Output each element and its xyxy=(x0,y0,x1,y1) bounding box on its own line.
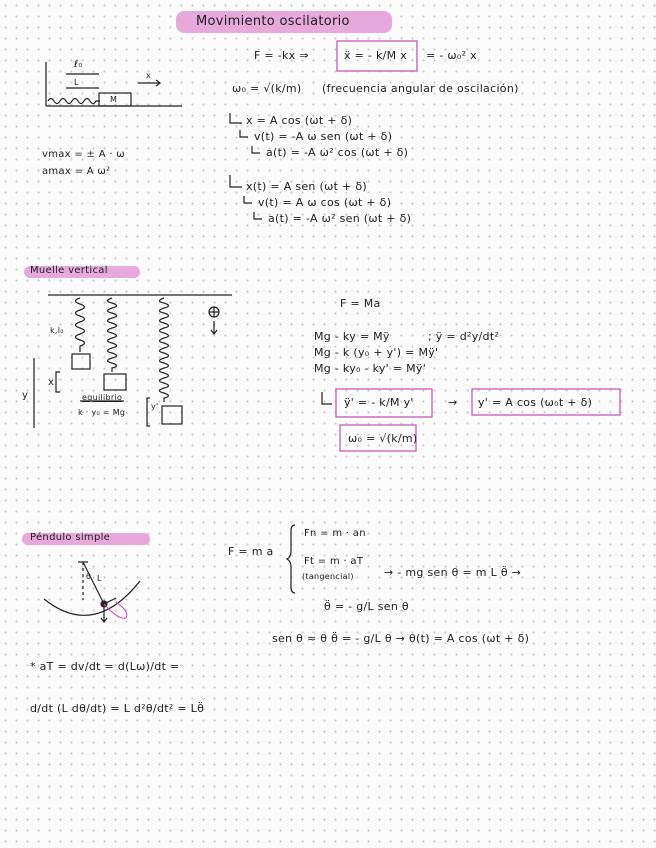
cos-velocity: v(t) = -A ω sen (ωt + δ) xyxy=(254,130,393,143)
vertical-eq-2: Mg - k (y₀ + y') = Mÿ' xyxy=(314,346,439,359)
label-y: y xyxy=(22,390,29,401)
tangential-note: (tangencial) xyxy=(302,572,354,581)
label-pendulum-l: L xyxy=(97,574,102,583)
angular-frequency: ω₀ = √(k/m) xyxy=(232,82,302,95)
arrow: → xyxy=(448,396,458,409)
newton-second-law: F = Ma xyxy=(340,297,381,310)
boxed-vertical-acceleration: ÿ' = - k/M y' xyxy=(344,396,414,409)
label-mass: M xyxy=(110,95,118,104)
label-x-displacement: x xyxy=(48,377,55,388)
hooke-force: F = -kx ⇒ xyxy=(254,49,309,62)
section-title-oscillatory: Movimiento oscilatorio xyxy=(196,14,350,29)
vertical-eq-1: Mg - ky = Mÿ xyxy=(314,330,390,343)
boxed-vertical-solution: y' = A cos (ω₀t + δ) xyxy=(478,396,593,409)
label-equilibrium: equilibrio xyxy=(82,393,123,402)
vmax-formula: vmax = ± A · ω xyxy=(42,149,125,160)
boxed-vertical-omega: ω₀ = √(k/m) xyxy=(348,432,418,445)
label-y-prime: y' xyxy=(151,402,159,411)
normal-force: Fn = m · an xyxy=(304,528,366,539)
section-title-pendulum: Péndulo simple xyxy=(30,532,111,543)
theta-acceleration: θ̈ = - g/L sen θ xyxy=(324,600,409,613)
cos-position: x = A cos (ωt + δ) xyxy=(246,114,353,127)
sin-acceleration: a(t) = -A ω² sen (ωt + δ) xyxy=(268,212,412,225)
boxed-acceleration: ẍ = - k/M x xyxy=(344,49,408,62)
tangential-acceleration-2: d/dt (L dθ/dt) = L d²θ/dt² = Lθ̈ xyxy=(30,702,205,715)
label-k-l0: k,l₀ xyxy=(50,326,64,335)
cos-acceleration: a(t) = -A ω² cos (ωt + δ) xyxy=(266,146,409,159)
sin-position: x(t) = A sen (ωt + δ) xyxy=(246,180,367,193)
vertical-eq-1b: ; ÿ = d²y/dt² xyxy=(428,330,500,343)
tangential-force: Ft = m · aT xyxy=(304,556,364,567)
angular-frequency-note: (frecuencia angular de oscilación) xyxy=(322,82,519,95)
acceleration-omega: = - ω₀² x xyxy=(426,49,477,62)
label-x: x xyxy=(146,71,152,80)
pendulum-force: F = m a xyxy=(228,545,274,558)
label-l0: ℓ₀ xyxy=(74,59,83,70)
tangential-acceleration: * aT = dv/dt = d(Lω)/dt = xyxy=(30,660,180,673)
section-title-vertical-spring: Muelle vertical xyxy=(30,265,108,276)
small-angle-approx: sen θ ≈ θ θ̈ = - g/L θ → θ(t) = A cos (ωt + δ) xyxy=(272,632,530,645)
label-theta: θ xyxy=(86,572,92,581)
amax-formula: amax = A ω² xyxy=(42,166,111,177)
sin-velocity: v(t) = A ω cos (ωt + δ) xyxy=(258,196,392,209)
vertical-eq-3: Mg - ky₀ - ky' = Mÿ' xyxy=(314,362,427,375)
tangential-equation: → - mg sen θ = m L θ̈ → xyxy=(384,566,522,579)
label-l: L xyxy=(74,78,79,87)
label-equilibrium-sub: k · y₀ = Mg xyxy=(78,408,126,417)
